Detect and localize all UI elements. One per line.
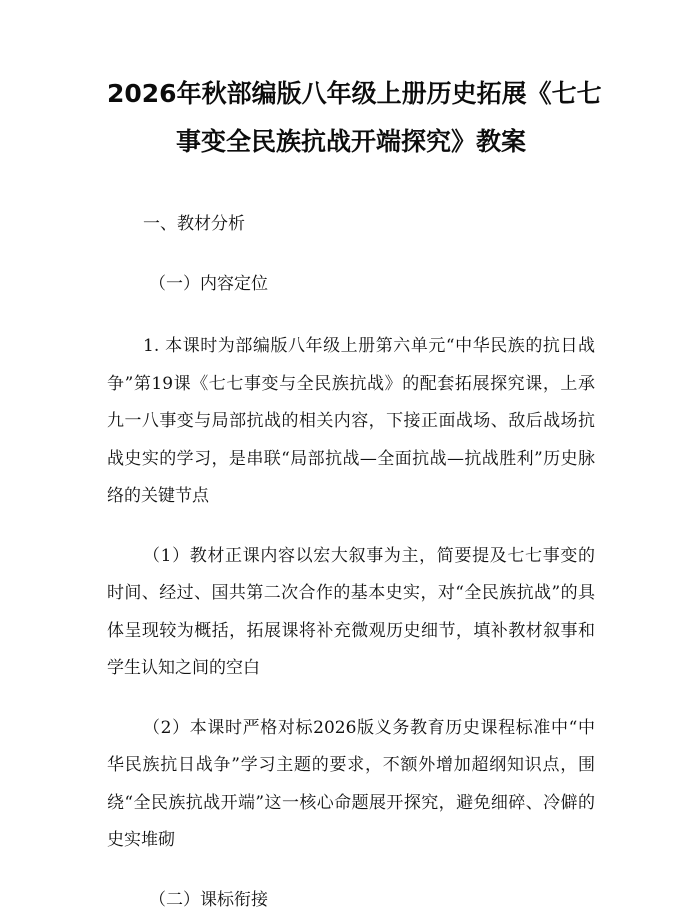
paragraph-textbook-content: （1）教材正课内容以宏大叙事为主，简要提及七七事变的时间、经过、国共第二次合作的基本史实，对“全民族抗战”的具体呈现较为概括，拓展课将补充微观历史细节，填补教材叙事和学生认知之间的空白 bbox=[107, 538, 595, 688]
paragraph-lesson-overview: 1. 本课时为部编版八年级上册第六单元“中华民族的抗日战争”第19课《七七事变与全民族抗战》的配套拓展探究课，上承九一八事变与局部抗战的相关内容，下接正面战场、敌后战场抗战史实的学习，是串联“局部抗战—全面抗战—抗战胜利”历史脉络的关键节点 bbox=[107, 328, 595, 516]
section-heading-textbook-analysis: 一、教材分析 bbox=[107, 206, 595, 244]
subsection-heading-curriculum-alignment: （二）课标衔接 bbox=[107, 882, 595, 919]
subsection-heading-content-positioning: （一）内容定位 bbox=[107, 266, 595, 304]
title-line-2: 事变全民族抗战开端探究》教案 bbox=[107, 118, 595, 166]
title-line-1: 2026年秋部编版八年级上册历史拓展《七七 bbox=[107, 70, 595, 118]
document-title bbox=[107, 70, 595, 166]
paragraph-curriculum-standard: （2）本课时严格对标2026版义务教育历史课程标准中“中华民族抗日战争”学习主题的要求，不额外增加超纲知识点，围绕“全民族抗战开端”这一核心命题展开探究，避免细碎、冷僻的史实堆砌 bbox=[107, 710, 595, 860]
